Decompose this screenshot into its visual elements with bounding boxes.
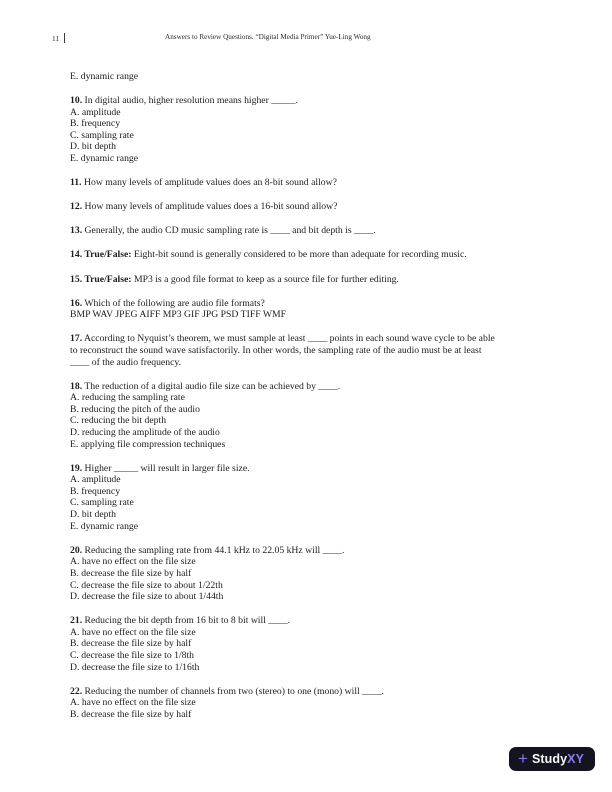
text-line: 15. True/False: MP3 is a good file format to keep as a source file for further editing. xyxy=(70,273,399,285)
question-12 xyxy=(70,201,582,213)
text-line: D. reducing the amplitude of the audio xyxy=(70,426,220,438)
text-line: C. decrease the file size to 1/8th xyxy=(70,649,195,661)
page-number: 11 xyxy=(52,34,60,43)
text-line: BMP WAV JPEG AIFF MP3 GIF JPG PSD TIFF WMF xyxy=(70,309,286,321)
text-line: 13. Generally, the audio CD music sampling rate is ____ and bit depth is ____. xyxy=(70,225,376,237)
question-13 xyxy=(70,225,582,237)
question-14 xyxy=(70,249,582,261)
text-line: 14. True/False: Eight-bit sound is generally considered to be more than adequate for recording music. xyxy=(70,249,467,261)
question-11 xyxy=(70,177,582,189)
text-line: B. frequency xyxy=(70,485,121,497)
studyxy-logo xyxy=(509,747,595,771)
text-line: 20. Reducing the sampling rate from 44.1 kHz to 22.05 kHz will ____. xyxy=(70,544,345,556)
text-line: E. dynamic range xyxy=(70,520,139,532)
question-17 xyxy=(70,333,582,368)
header-title: Answers to Review Questions. “Digital Media Primer” Yue-Ling Wong xyxy=(165,33,371,41)
question-19 xyxy=(70,463,582,533)
text-line: 22. Reducing the number of channels from two (stereo) to one (mono) will ____. xyxy=(70,685,384,697)
text-line: D. bit depth xyxy=(70,509,117,521)
text-line: A. have no effect on the file size xyxy=(70,697,196,709)
text-line: C. reducing the bit depth xyxy=(70,415,167,427)
text-line: D. decrease the file size to about 1/44th xyxy=(70,591,224,603)
questions-list xyxy=(70,71,582,733)
header-divider xyxy=(64,33,65,43)
text-line: 18. The reduction of a digital audio file size can be achieved by ____. xyxy=(70,380,341,392)
plus-icon: + xyxy=(518,748,528,768)
text-line: to reconstruct the sound wave satisfactorily. In other words, the sampling rate of the audio must be at least xyxy=(70,344,482,356)
brand-study: Study xyxy=(531,752,568,766)
text-line: ____ of the audio frequency. xyxy=(70,356,182,368)
text-line: A. have no effect on the file size xyxy=(70,626,196,638)
text-line: 10. In digital audio, higher resolution means higher _____. xyxy=(70,95,298,107)
question-21 xyxy=(70,615,582,673)
question-20 xyxy=(70,545,582,603)
text-line: B. decrease the file size by half xyxy=(70,567,192,579)
brand-xy: XY xyxy=(567,752,585,766)
question-22 xyxy=(70,686,582,721)
text-line: 19. Higher _____ will result in larger file size. xyxy=(70,462,250,474)
text-line: D. decrease the file size to 1/16th xyxy=(70,661,200,673)
text-line: E. dynamic range xyxy=(70,153,139,165)
text-line: B. decrease the file size by half xyxy=(70,708,192,720)
question-9-option-e xyxy=(70,71,582,83)
text-line: 12. How many levels of amplitude values does a 16-bit sound allow? xyxy=(70,201,338,213)
text-line: 21. Reducing the bit depth from 16 bit to 8 bit will ____. xyxy=(70,615,291,627)
text-line: E. dynamic range xyxy=(70,71,139,82)
question-15 xyxy=(70,274,582,286)
text-line: B. decrease the file size by half xyxy=(70,638,192,650)
text-line: A. amplitude xyxy=(70,474,121,486)
text-line: E. applying file compression techniques xyxy=(70,438,226,450)
text-line: B. frequency xyxy=(70,118,121,130)
text-line: A. have no effect on the file size xyxy=(70,556,196,568)
text-line: 17. According to Nyquist’s theorem, we must sample at least ____ points in each sound wave cycle to be able xyxy=(70,333,495,345)
text-line: B. reducing the pitch of the audio xyxy=(70,403,200,415)
question-18 xyxy=(70,381,582,451)
text-line: A. reducing the sampling rate xyxy=(70,392,185,404)
text-line: C. sampling rate xyxy=(70,129,134,141)
text-line: A. amplitude xyxy=(70,106,121,118)
question-10 xyxy=(70,95,582,165)
text-line: D. bit depth xyxy=(70,141,117,153)
text-line: 11. How many levels of amplitude values does an 8-bit sound allow? xyxy=(70,177,337,189)
page-header xyxy=(52,33,572,44)
text-line: C. sampling rate xyxy=(70,497,134,509)
text-line: C. decrease the file size to about 1/22th xyxy=(70,579,223,591)
question-16 xyxy=(70,298,582,321)
text-line: 16. Which of the following are audio file formats? xyxy=(70,297,265,309)
